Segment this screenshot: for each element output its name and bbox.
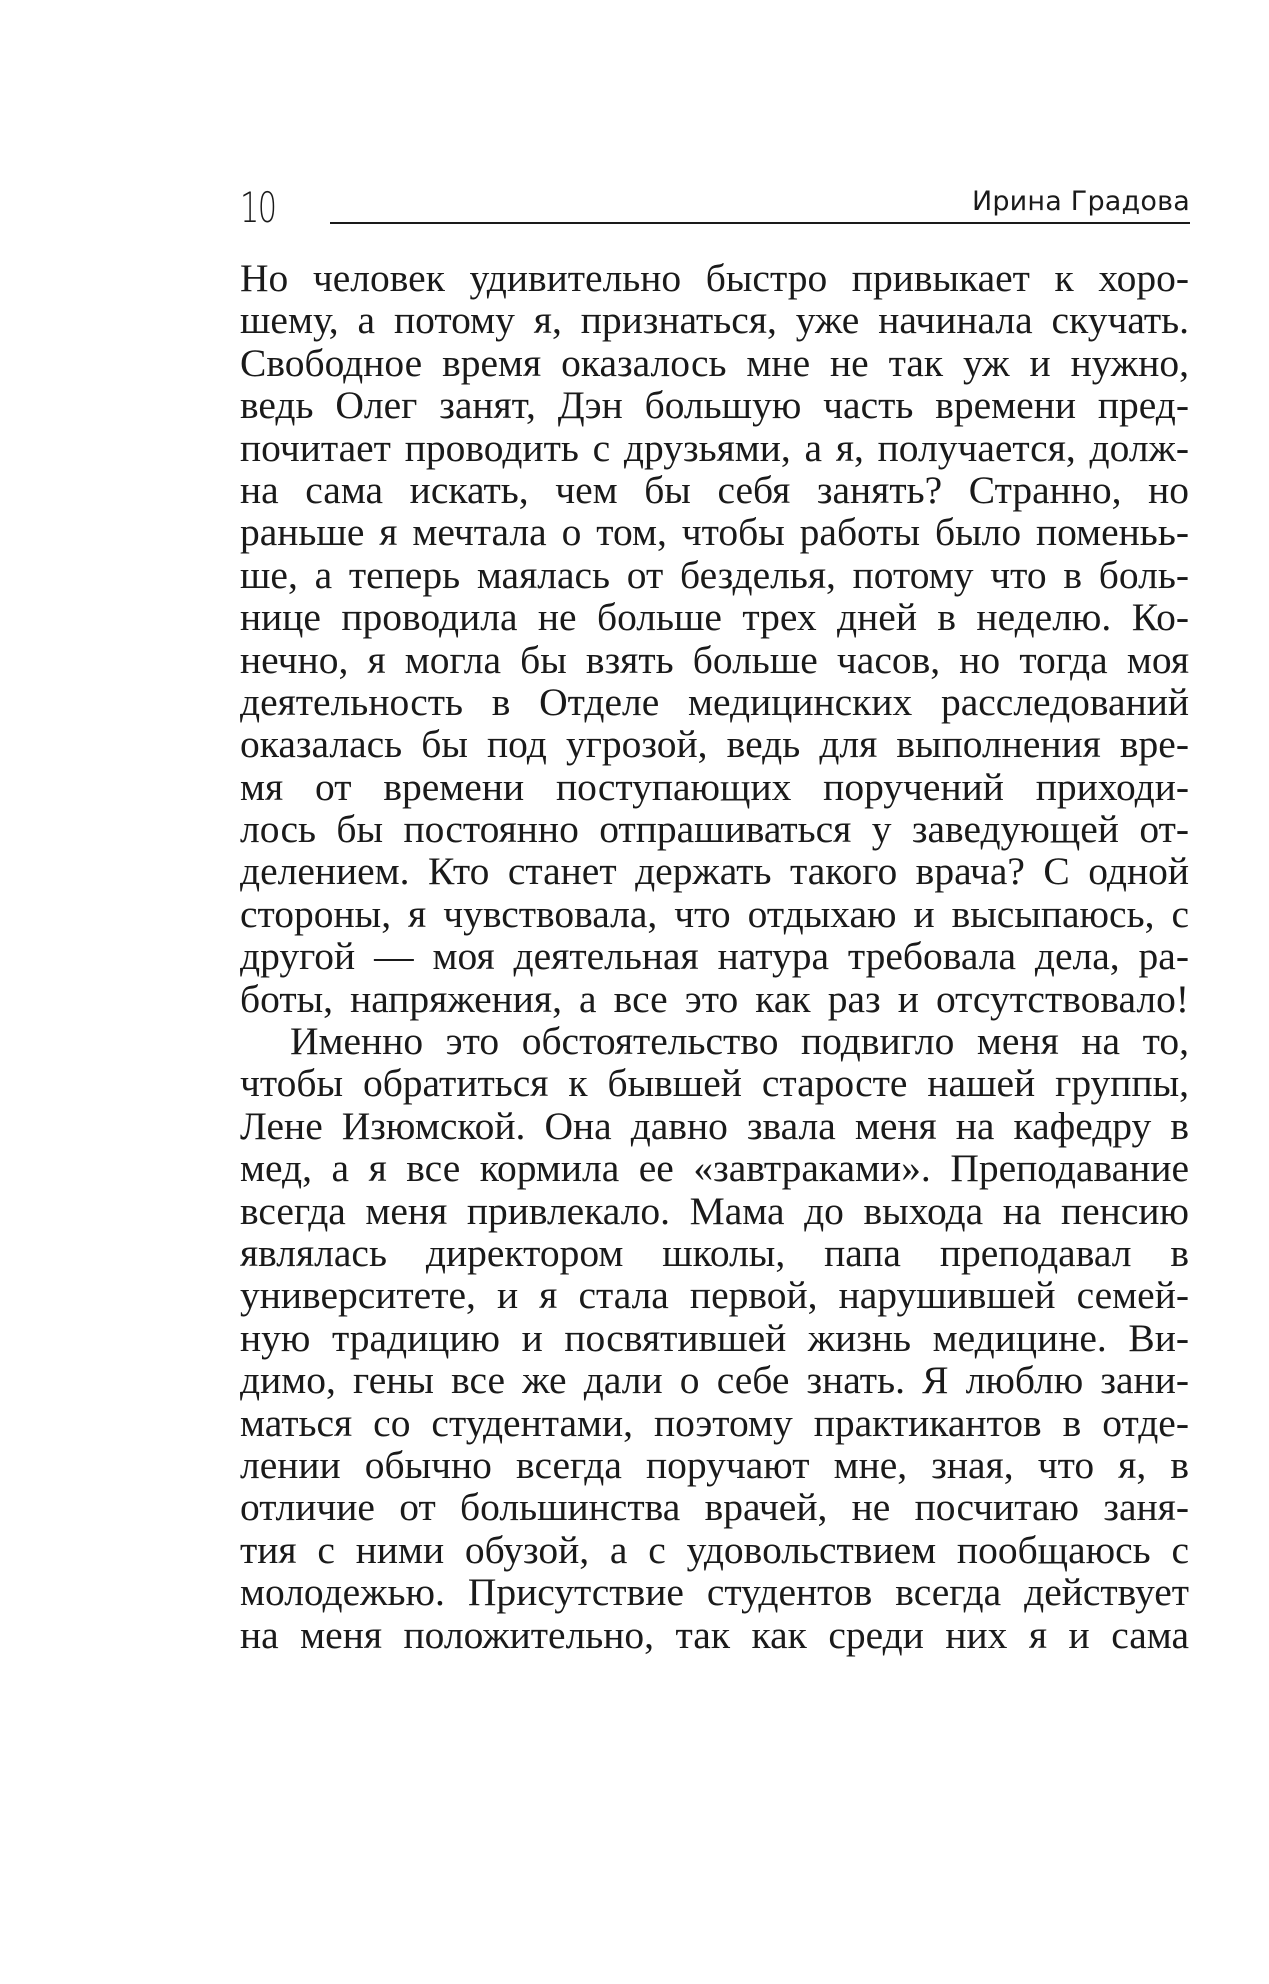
text-line: раньше я мечтала о том, чтобы работы было поменьь-: [240, 510, 1189, 555]
text-line: чтобы обратиться к бывшей старосте нашей группы,: [240, 1061, 1189, 1106]
paragraph-2: [240, 1020, 1189, 1656]
page-number: 10: [240, 183, 276, 232]
text-line: отличие от большинства врачей, не посчитаю заня-: [240, 1485, 1189, 1530]
text-line: ную традицию и посвятившей жизнь медицине. Ви-: [240, 1315, 1189, 1360]
text-line: делением. Кто станет держать такого врача? С одной: [240, 849, 1189, 894]
text-line: боты, напряжения, а все это как раз и отсутствовало!: [240, 976, 1189, 1021]
text-line: являлась директором школы, папа преподавал в: [240, 1230, 1189, 1275]
text-line: университете, и я стала первой, нарушившей семей-: [240, 1273, 1189, 1318]
text-line: Свободное время оказалось мне не так уж и нужно,: [240, 340, 1189, 385]
text-line: лось бы постоянно отпрашиваться у заведующей от-: [240, 807, 1189, 852]
text-line: на меня положительно, так как среди них я и сама: [240, 1612, 1189, 1657]
text-line: стороны, я чувствовала, что отдыхаю и высыпаюсь, с: [240, 891, 1189, 936]
text-line: нечно, я могла бы взять больше часов, но тогда моя: [240, 637, 1189, 682]
page-header: [240, 183, 1190, 236]
text-line: тия с ними обузой, а с удовольствием пообщаюсь с: [240, 1527, 1189, 1572]
body-text: [240, 257, 1189, 1656]
text-line: всегда меня привлекало. Мама до выхода на пенсию: [240, 1188, 1189, 1233]
text-line: на сама искать, чем бы себя занять? Странно, но: [240, 467, 1189, 512]
text-line: Но человек удивительно быстро привыкает к хоро-: [240, 256, 1189, 300]
text-line: другой — моя деятельная натура требовала дела, ра-: [240, 934, 1189, 979]
text-line: нице проводила не больше трех дней в неделю. Ко-: [240, 595, 1189, 640]
text-line: ведь Олег занят, Дэн большую часть времени пред-: [240, 383, 1189, 428]
text-line: оказалась бы под угрозой, ведь для выполнения вре-: [240, 722, 1189, 767]
running-head-author: Ирина Градова: [971, 186, 1190, 217]
text-line: Лене Изюмской. Она давно звала меня на кафедру в: [240, 1103, 1189, 1148]
paragraph-1: [240, 257, 1189, 1020]
text-line: мед, а я все кормила ее «завтраками». Преподавание: [240, 1146, 1189, 1191]
text-line: Именно это обстоятельство подвигло меня на то,: [290, 1019, 1189, 1064]
text-line: почитает проводить с друзьями, а я, получается, долж-: [240, 425, 1189, 470]
header-rule: [330, 222, 1190, 224]
text-line: шему, а потому я, признаться, уже начинала скучать.: [240, 298, 1189, 343]
text-line: маться со студентами, поэтому практикантов в отде-: [240, 1400, 1189, 1445]
text-line: мя от времени поступающих поручений приходи-: [240, 764, 1189, 809]
text-line: димо, гены все же дали о себе знать. Я люблю зани-: [240, 1358, 1189, 1403]
text-line: молодежью. Присутствие студентов всегда действует: [240, 1570, 1189, 1615]
text-line: деятельность в Отделе медицинских расследований: [240, 679, 1189, 724]
text-line: лении обычно всегда поручают мне, зная, что я, в: [240, 1442, 1189, 1487]
text-line: ше, а теперь маялась от безделья, потому что в боль-: [240, 552, 1189, 597]
